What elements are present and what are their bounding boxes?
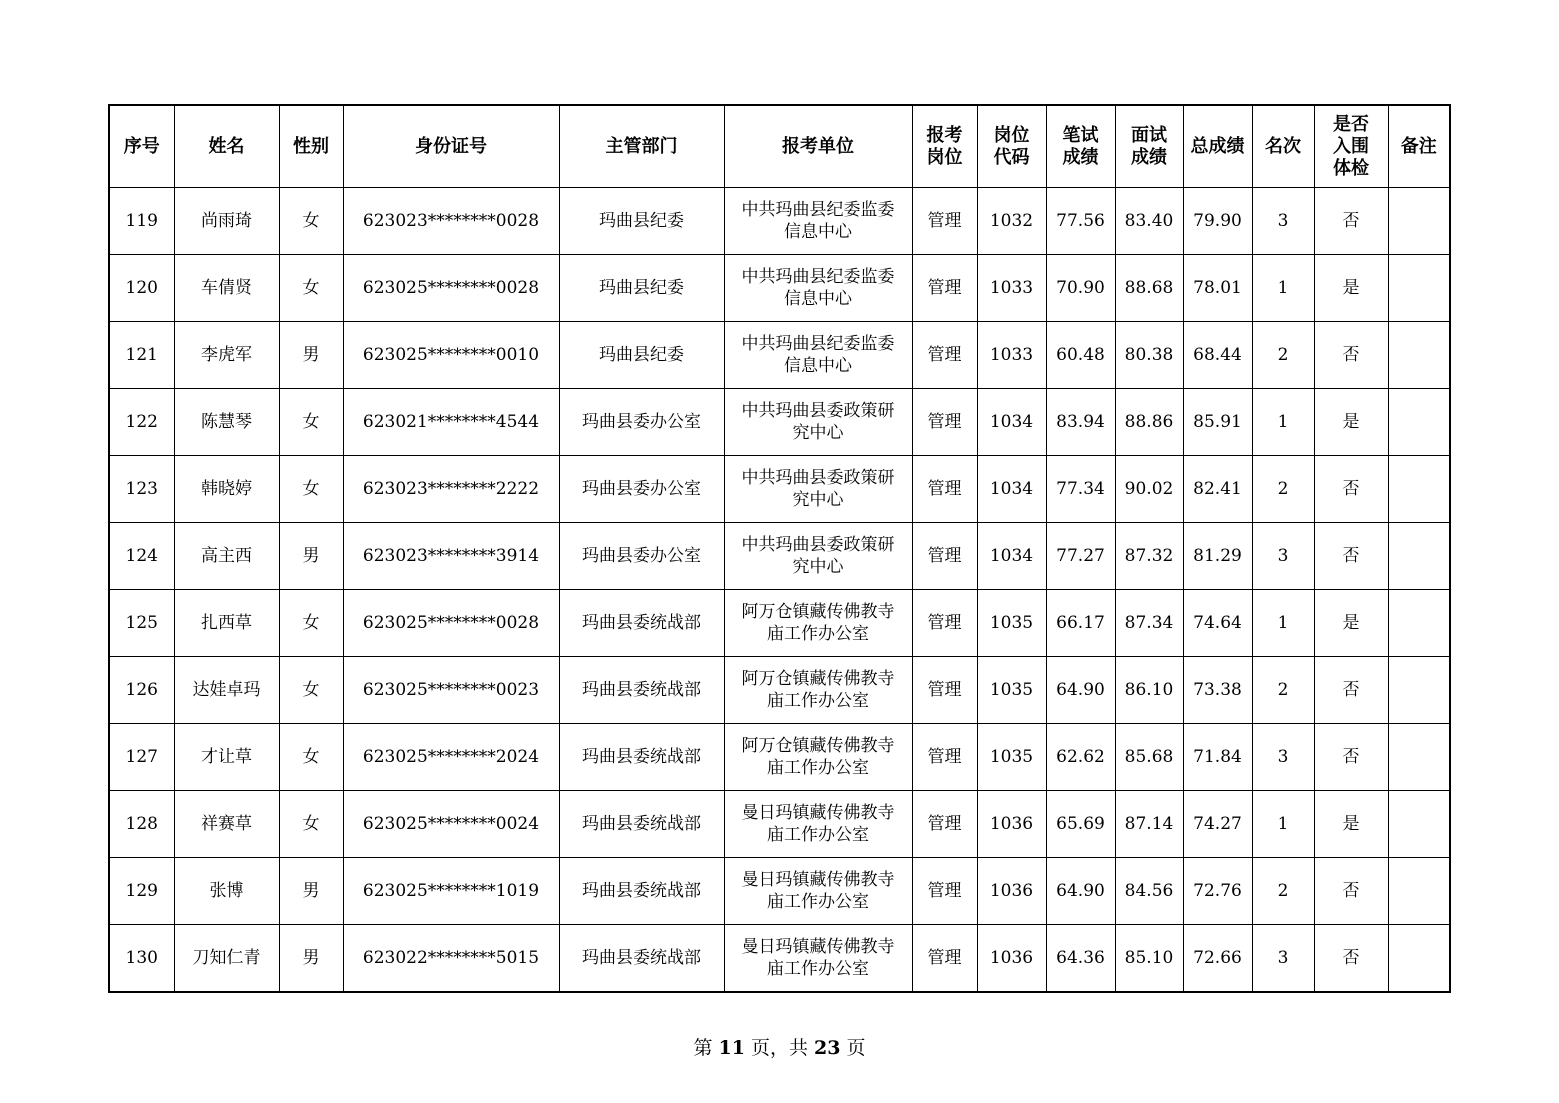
cell-written-score: 77.27 [1046, 523, 1115, 590]
cell-unit [724, 657, 912, 724]
cell-remark [1388, 724, 1450, 791]
table-row [109, 389, 1450, 456]
header-gender: 性别 [279, 105, 343, 188]
cell-post-code: 1033 [977, 255, 1046, 322]
header-interview-line2: 成绩 [1131, 146, 1167, 168]
header-name: 姓名 [174, 105, 279, 188]
header-code-line2: 代码 [993, 146, 1030, 168]
cell-physical-exam: 否 [1314, 925, 1388, 993]
header-seq: 序号 [109, 105, 174, 188]
cell-department: 玛曲县委统战部 [559, 791, 724, 858]
cell-remark [1388, 858, 1450, 925]
cell-written-score: 66.17 [1046, 590, 1115, 657]
cell-physical-exam: 否 [1314, 724, 1388, 791]
cell-rank: 2 [1252, 858, 1314, 925]
cell-id-number: 623025********2024 [343, 724, 559, 791]
cell-post: 管理 [912, 322, 977, 389]
header-rank: 名次 [1252, 105, 1314, 188]
cell-seq: 120 [109, 255, 174, 322]
cell-name: 刀知仁青 [174, 925, 279, 993]
cell-rank: 1 [1252, 791, 1314, 858]
cell-department: 玛曲县委办公室 [559, 456, 724, 523]
cell-written-score: 64.90 [1046, 657, 1115, 724]
header-written-line2: 成绩 [1062, 146, 1099, 168]
footer-page-number: 11 [718, 1037, 745, 1059]
cell-remark [1388, 590, 1450, 657]
cell-department: 玛曲县委统战部 [559, 925, 724, 993]
cell-written-score: 77.56 [1046, 188, 1115, 255]
cell-unit [724, 925, 912, 993]
cell-total-score: 74.64 [1183, 590, 1252, 657]
cell-name: 高主西 [174, 523, 279, 590]
cell-unit [724, 858, 912, 925]
cell-total-score: 74.27 [1183, 791, 1252, 858]
cell-physical-exam: 否 [1314, 657, 1388, 724]
table-row [109, 590, 1450, 657]
cell-physical-exam: 否 [1314, 858, 1388, 925]
cell-post: 管理 [912, 791, 977, 858]
cell-unit-line1: 中共玛曲县委政策研 [741, 468, 895, 488]
cell-written-score: 65.69 [1046, 791, 1115, 858]
cell-seq: 128 [109, 791, 174, 858]
cell-total-score: 72.66 [1183, 925, 1252, 993]
cell-department: 玛曲县委办公室 [559, 523, 724, 590]
cell-unit-line2: 究中心 [792, 490, 844, 510]
footer-suffix: 页 [840, 1037, 866, 1059]
cell-gender: 女 [279, 456, 343, 523]
cell-gender: 男 [279, 523, 343, 590]
cell-written-score: 64.36 [1046, 925, 1115, 993]
cell-interview-score: 90.02 [1115, 456, 1183, 523]
table-row [109, 925, 1450, 993]
cell-post-code: 1034 [977, 456, 1046, 523]
cell-unit [724, 389, 912, 456]
header-post-line1: 报考 [926, 124, 963, 146]
cell-department: 玛曲县委统战部 [559, 657, 724, 724]
cell-id-number: 623025********0028 [343, 590, 559, 657]
cell-unit [724, 188, 912, 255]
table-row [109, 255, 1450, 322]
header-row [109, 105, 1450, 188]
cell-interview-score: 87.34 [1115, 590, 1183, 657]
cell-id-number: 623025********0028 [343, 255, 559, 322]
cell-unit-line2: 庙工作办公室 [767, 758, 869, 778]
cell-physical-exam: 是 [1314, 255, 1388, 322]
cell-rank: 2 [1252, 456, 1314, 523]
cell-name: 李虎军 [174, 322, 279, 389]
cell-interview-score: 87.32 [1115, 523, 1183, 590]
cell-total-score: 81.29 [1183, 523, 1252, 590]
cell-unit-line1: 中共玛曲县委政策研 [741, 401, 895, 421]
cell-post-code: 1036 [977, 925, 1046, 993]
cell-id-number: 623023********2222 [343, 456, 559, 523]
cell-unit-line2: 庙工作办公室 [767, 892, 869, 912]
cell-department: 玛曲县纪委 [559, 188, 724, 255]
cell-interview-score: 83.40 [1115, 188, 1183, 255]
cell-seq: 129 [109, 858, 174, 925]
cell-unit-line1: 中共玛曲县纪委监委 [741, 267, 895, 287]
cell-gender: 男 [279, 322, 343, 389]
header-exam-line2: 入围 [1333, 135, 1369, 157]
cell-department: 玛曲县委统战部 [559, 724, 724, 791]
cell-physical-exam: 否 [1314, 456, 1388, 523]
cell-unit-line2: 信息中心 [784, 222, 852, 242]
header-unit: 报考单位 [724, 105, 912, 188]
table-row [109, 791, 1450, 858]
cell-post-code: 1036 [977, 858, 1046, 925]
cell-physical-exam: 是 [1314, 389, 1388, 456]
cell-department: 玛曲县纪委 [559, 255, 724, 322]
cell-post-code: 1035 [977, 724, 1046, 791]
cell-total-score: 68.44 [1183, 322, 1252, 389]
header-post-line2: 岗位 [926, 146, 963, 168]
cell-post: 管理 [912, 925, 977, 993]
cell-unit-line2: 庙工作办公室 [767, 825, 869, 845]
cell-unit [724, 791, 912, 858]
cell-unit-line1: 曼日玛镇藏传佛教寺 [741, 937, 895, 957]
header-department: 主管部门 [559, 105, 724, 188]
table-row [109, 322, 1450, 389]
cell-seq: 130 [109, 925, 174, 993]
cell-remark [1388, 456, 1450, 523]
cell-gender: 女 [279, 590, 343, 657]
cell-physical-exam: 否 [1314, 188, 1388, 255]
cell-post: 管理 [912, 590, 977, 657]
cell-name: 车倩贤 [174, 255, 279, 322]
cell-post-code: 1036 [977, 791, 1046, 858]
cell-id-number: 623023********3914 [343, 523, 559, 590]
header-post-code [977, 105, 1046, 188]
cell-unit [724, 456, 912, 523]
cell-gender: 女 [279, 188, 343, 255]
cell-written-score: 60.48 [1046, 322, 1115, 389]
cell-name: 张博 [174, 858, 279, 925]
cell-unit-line1: 曼日玛镇藏传佛教寺 [741, 803, 895, 823]
cell-department: 玛曲县纪委 [559, 322, 724, 389]
cell-remark [1388, 791, 1450, 858]
cell-unit-line1: 曼日玛镇藏传佛教寺 [741, 870, 895, 890]
cell-rank: 1 [1252, 590, 1314, 657]
cell-name: 才让草 [174, 724, 279, 791]
header-interview-score [1115, 105, 1183, 188]
cell-unit [724, 724, 912, 791]
header-written-score [1046, 105, 1115, 188]
cell-gender: 男 [279, 858, 343, 925]
cell-gender: 女 [279, 389, 343, 456]
cell-rank: 1 [1252, 255, 1314, 322]
cell-name: 达娃卓玛 [174, 657, 279, 724]
cell-department: 玛曲县委办公室 [559, 389, 724, 456]
cell-post: 管理 [912, 255, 977, 322]
cell-unit-line2: 信息中心 [784, 356, 852, 376]
cell-department: 玛曲县委统战部 [559, 858, 724, 925]
cell-post: 管理 [912, 724, 977, 791]
cell-interview-score: 84.56 [1115, 858, 1183, 925]
footer-prefix: 第 [693, 1037, 719, 1059]
cell-gender: 男 [279, 925, 343, 993]
cell-interview-score: 80.38 [1115, 322, 1183, 389]
cell-written-score: 62.62 [1046, 724, 1115, 791]
cell-unit [724, 523, 912, 590]
table-row [109, 456, 1450, 523]
cell-gender: 女 [279, 724, 343, 791]
cell-seq: 127 [109, 724, 174, 791]
footer-total-pages: 23 [814, 1037, 841, 1059]
cell-total-score: 73.38 [1183, 657, 1252, 724]
cell-remark [1388, 255, 1450, 322]
cell-physical-exam: 是 [1314, 590, 1388, 657]
cell-unit-line1: 中共玛曲县委政策研 [741, 535, 895, 555]
cell-remark [1388, 322, 1450, 389]
cell-remark [1388, 389, 1450, 456]
cell-written-score: 77.34 [1046, 456, 1115, 523]
cell-physical-exam: 是 [1314, 791, 1388, 858]
cell-written-score: 64.90 [1046, 858, 1115, 925]
header-interview-line1: 面试 [1131, 124, 1167, 146]
cell-total-score: 79.90 [1183, 188, 1252, 255]
cell-interview-score: 85.68 [1115, 724, 1183, 791]
cell-post: 管理 [912, 389, 977, 456]
cell-post-code: 1034 [977, 523, 1046, 590]
cell-gender: 女 [279, 657, 343, 724]
table-row [109, 724, 1450, 791]
cell-seq: 125 [109, 590, 174, 657]
cell-physical-exam: 否 [1314, 523, 1388, 590]
cell-remark [1388, 925, 1450, 993]
cell-unit-line2: 究中心 [792, 423, 844, 443]
cell-interview-score: 85.10 [1115, 925, 1183, 993]
cell-total-score: 82.41 [1183, 456, 1252, 523]
cell-post-code: 1034 [977, 389, 1046, 456]
cell-rank: 3 [1252, 188, 1314, 255]
cell-post: 管理 [912, 657, 977, 724]
cell-seq: 126 [109, 657, 174, 724]
cell-unit-line1: 阿万仓镇藏传佛教寺 [741, 669, 895, 689]
cell-department: 玛曲县委统战部 [559, 590, 724, 657]
cell-id-number: 623022********5015 [343, 925, 559, 993]
cell-id-number: 623025********1019 [343, 858, 559, 925]
header-post [912, 105, 977, 188]
cell-post: 管理 [912, 456, 977, 523]
cell-id-number: 623025********0024 [343, 791, 559, 858]
cell-interview-score: 88.68 [1115, 255, 1183, 322]
cell-physical-exam: 否 [1314, 322, 1388, 389]
cell-unit-line2: 庙工作办公室 [767, 691, 869, 711]
cell-total-score: 71.84 [1183, 724, 1252, 791]
cell-total-score: 85.91 [1183, 389, 1252, 456]
header-exam-line1: 是否 [1333, 113, 1369, 135]
cell-gender: 女 [279, 791, 343, 858]
cell-rank: 3 [1252, 925, 1314, 993]
cell-name: 扎西草 [174, 590, 279, 657]
cell-interview-score: 86.10 [1115, 657, 1183, 724]
cell-seq: 121 [109, 322, 174, 389]
cell-unit-line2: 庙工作办公室 [767, 624, 869, 644]
footer-middle: 页，共 [744, 1037, 815, 1059]
header-exam-line3: 体检 [1333, 157, 1369, 179]
header-physical-exam [1314, 105, 1388, 188]
cell-post: 管理 [912, 523, 977, 590]
cell-total-score: 78.01 [1183, 255, 1252, 322]
cell-post: 管理 [912, 188, 977, 255]
table-row [109, 657, 1450, 724]
cell-remark [1388, 523, 1450, 590]
cell-id-number: 623021********4544 [343, 389, 559, 456]
cell-name: 祥赛草 [174, 791, 279, 858]
cell-post-code: 1035 [977, 657, 1046, 724]
header-code-line1: 岗位 [993, 124, 1030, 146]
cell-post-code: 1035 [977, 590, 1046, 657]
cell-total-score: 72.76 [1183, 858, 1252, 925]
cell-rank: 3 [1252, 523, 1314, 590]
page-footer [0, 1033, 1559, 1060]
cell-unit-line2: 庙工作办公室 [767, 959, 869, 979]
cell-unit-line1: 阿万仓镇藏传佛教寺 [741, 602, 895, 622]
header-remark: 备注 [1388, 105, 1450, 188]
table-row [109, 858, 1450, 925]
cell-unit-line1: 中共玛曲县纪委监委 [741, 334, 895, 354]
cell-rank: 2 [1252, 322, 1314, 389]
cell-post: 管理 [912, 858, 977, 925]
header-id-number: 身份证号 [343, 105, 559, 188]
cell-unit [724, 322, 912, 389]
cell-rank: 1 [1252, 389, 1314, 456]
cell-remark [1388, 657, 1450, 724]
score-table [108, 104, 1451, 993]
cell-name: 尚雨琦 [174, 188, 279, 255]
cell-unit-line2: 究中心 [792, 557, 844, 577]
table-body [109, 188, 1450, 993]
table-row [109, 188, 1450, 255]
cell-written-score: 83.94 [1046, 389, 1115, 456]
cell-rank: 2 [1252, 657, 1314, 724]
cell-unit-line1: 阿万仓镇藏传佛教寺 [741, 736, 895, 756]
cell-seq: 124 [109, 523, 174, 590]
header-written-line1: 笔试 [1062, 124, 1099, 146]
cell-id-number: 623025********0023 [343, 657, 559, 724]
cell-written-score: 70.90 [1046, 255, 1115, 322]
cell-interview-score: 87.14 [1115, 791, 1183, 858]
cell-seq: 119 [109, 188, 174, 255]
cell-gender: 女 [279, 255, 343, 322]
cell-seq: 122 [109, 389, 174, 456]
cell-rank: 3 [1252, 724, 1314, 791]
cell-id-number: 623025********0010 [343, 322, 559, 389]
cell-interview-score: 88.86 [1115, 389, 1183, 456]
table-row [109, 523, 1450, 590]
cell-unit-line2: 信息中心 [784, 289, 852, 309]
cell-id-number: 623023********0028 [343, 188, 559, 255]
cell-post-code: 1033 [977, 322, 1046, 389]
cell-post-code: 1032 [977, 188, 1046, 255]
cell-remark [1388, 188, 1450, 255]
cell-unit-line1: 中共玛曲县纪委监委 [741, 200, 895, 220]
header-total-score: 总成绩 [1183, 105, 1252, 188]
cell-seq: 123 [109, 456, 174, 523]
cell-unit [724, 590, 912, 657]
cell-unit [724, 255, 912, 322]
cell-name: 陈慧琴 [174, 389, 279, 456]
cell-name: 韩晓婷 [174, 456, 279, 523]
